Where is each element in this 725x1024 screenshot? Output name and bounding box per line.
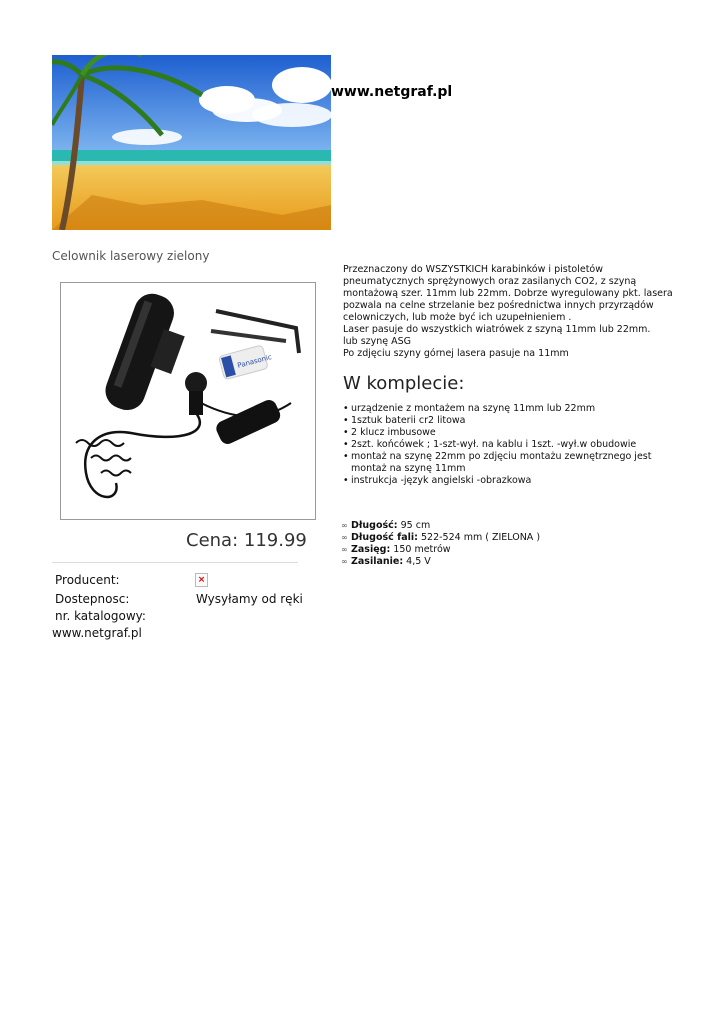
catalog-number-label: nr. katalogowy: <box>55 609 146 623</box>
spec-label: Zasięg: <box>351 544 391 555</box>
availability-value: Wysyłamy od ręki <box>196 592 303 606</box>
link-icon: ∞ <box>341 545 348 554</box>
link-icon: ∞ <box>341 533 348 542</box>
kit-list <box>343 403 673 487</box>
footer-site-url: www.netgraf.pl <box>52 626 142 640</box>
spec-row <box>341 532 540 544</box>
kit-item: • 1sztuk baterii cr2 litowa <box>343 415 673 427</box>
description-line: Przeznaczony do WSZYSTKICH karabinków i pistoletów <box>343 264 604 275</box>
spec-value: 4,5 V <box>406 556 431 567</box>
spec-row <box>341 556 540 568</box>
kit-heading: W komplecie: <box>343 373 465 394</box>
battery-label: Panasonic <box>236 353 273 370</box>
spec-list <box>341 520 540 568</box>
description-line: Po zdjęciu szyny górnej lasera pasuje na 11mm <box>343 348 569 359</box>
kit-item: • urządzenie z montażem na szynę 11mm lub 22mm <box>343 403 673 415</box>
spec-row <box>341 544 540 556</box>
kit-item: • instrukcja -język angielski -obrazkowa <box>343 475 673 487</box>
product-photo <box>60 282 316 520</box>
kit-item: • montaż na szynę 22mm po zdjęciu montażu zewnętrznego jest <box>343 451 673 463</box>
kit-item-continuation-text: montaż na szynę 11mm <box>351 463 466 474</box>
product-title: Celownik laserowy zielony <box>52 249 210 263</box>
description-line: pneumatycznych sprężynowych oraz zasilanych CO2, z szyną <box>343 276 637 287</box>
spec-label: Długość: <box>351 520 398 531</box>
spec-value: 522-524 mm ( ZIELONA ) <box>420 532 541 543</box>
site-url-heading: www.netgraf.pl <box>331 84 453 100</box>
broken-image-icon: × <box>195 573 208 587</box>
spec-value: 95 cm <box>400 520 431 531</box>
spec-label: Zasilanie: <box>351 556 404 567</box>
spec-label: Długość fali: <box>351 532 418 543</box>
description-line: Laser pasuje do wszystkich wiatrówek z szyną 11mm lub 22mm. <box>343 324 651 335</box>
product-price: Cena: 119.99 <box>186 530 307 551</box>
description-line: montażową szer. 11mm lub 22mm. Dobrze wyregulowany pkt. lasera <box>343 288 673 299</box>
link-icon: ∞ <box>341 557 348 566</box>
product-description <box>343 264 673 360</box>
description-line: pozwala na celne strzelanie bez pośrednictwa innych przyrządów <box>343 300 654 311</box>
price-divider <box>52 562 298 563</box>
kit-item-continuation <box>343 463 673 475</box>
header-beach-image <box>52 55 331 230</box>
kit-item: • 2 klucz imbusowe <box>343 427 673 439</box>
availability-label: Dostepnosc: <box>55 592 130 606</box>
link-icon: ∞ <box>341 521 348 530</box>
description-line: celowniczych, lub może być ich uzupełnieniem . <box>343 312 572 323</box>
spec-row <box>341 520 540 532</box>
description-line: lub szynę ASG <box>343 336 412 347</box>
producer-label: Producent: <box>55 573 120 587</box>
kit-item: • 2szt. końcówek ; 1-szt-wył. na kablu i 1szt. -wył.w obudowie <box>343 439 673 451</box>
spec-value: 150 metrów <box>393 544 451 555</box>
